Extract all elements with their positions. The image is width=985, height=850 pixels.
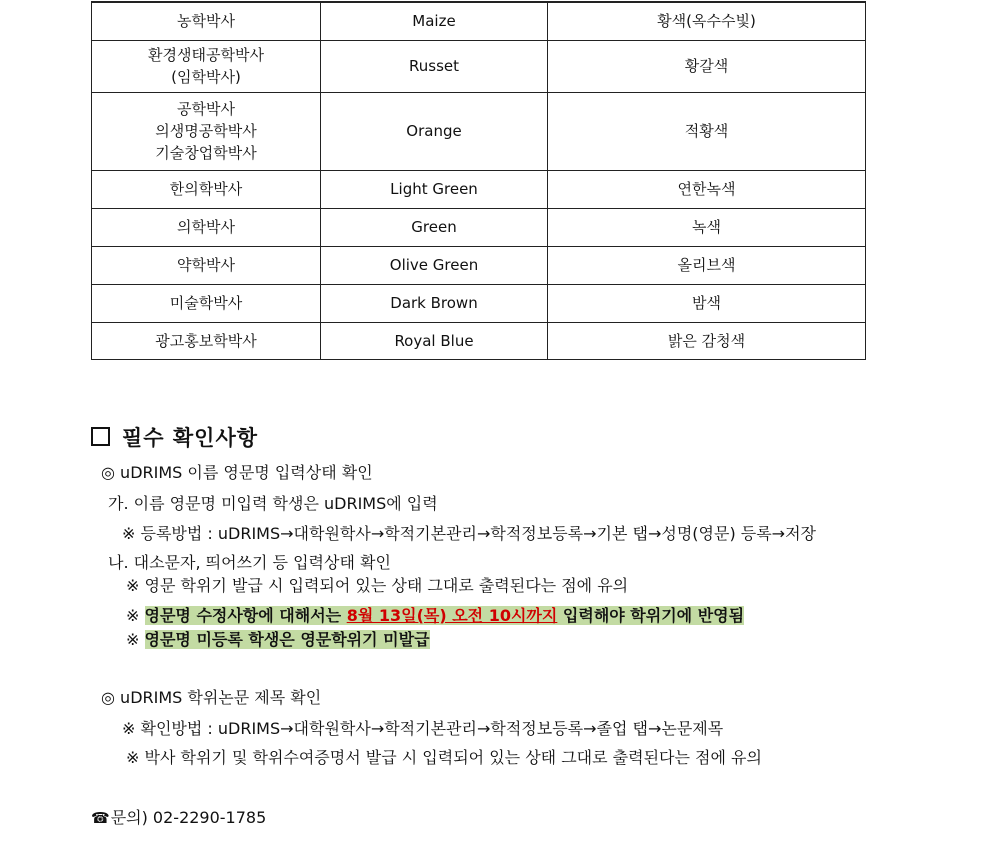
item1-sub-b-note: ※ 영문 학위기 발급 시 입력되어 있는 상태 그대로 출력된다는 점에 유의 bbox=[126, 576, 629, 595]
color-english-cell: Maize bbox=[321, 2, 548, 40]
item1-heading: ◎ uDRIMS 이름 영문명 입력상태 확인 bbox=[101, 463, 373, 482]
color-english-cell: Orange bbox=[321, 92, 548, 170]
color-korean-cell: 올리브색 bbox=[548, 246, 866, 284]
color-english-cell: Russet bbox=[321, 40, 548, 92]
table-row bbox=[92, 2, 866, 40]
item2-note1: ※ 확인방법 : uDRIMS→대학원학사→학적기본관리→학적정보등록→졸업 탭→논문제목 bbox=[122, 719, 724, 738]
degree-name: 광고홍보학박사 bbox=[155, 331, 257, 350]
highlight-note-deadline: ※ 영문명 수정사항에 대해서는 8월 13일(목) 오전 10시까지 입력해야 학위기에 반영됨 bbox=[126, 606, 745, 625]
color-english-cell: Light Green bbox=[321, 170, 548, 208]
degree-cell bbox=[92, 92, 321, 170]
color-english-cell: Royal Blue bbox=[321, 322, 548, 359]
item1-sub-b: 나. 대소문자, 띄어쓰기 등 입력상태 확인 bbox=[108, 553, 391, 572]
degree-cell bbox=[92, 170, 321, 208]
note-mark: ※ bbox=[126, 606, 145, 625]
section-title: 필수 확인사항 bbox=[91, 422, 258, 452]
degree-name: 약학박사 bbox=[177, 256, 235, 274]
contact-phone: 02-2290-1785 bbox=[147, 808, 267, 827]
note-mark: ※ bbox=[126, 630, 145, 649]
degree-name: 농학박사 bbox=[177, 12, 235, 31]
table-row bbox=[92, 284, 866, 322]
degree-name: 의생명공학박사 bbox=[155, 122, 257, 140]
color-korean-cell: 녹색 bbox=[548, 208, 866, 246]
color-korean-cell: 황색(옥수수빛) bbox=[548, 2, 866, 40]
item1-sub-a-note: ※ 등록방법 : uDRIMS→대학원학사→학적기본관리→학적정보등록→기본 탭→성명(영문) 등록→저장 bbox=[122, 524, 816, 543]
degree-name: 기술창업학박사 bbox=[155, 144, 257, 162]
degree-name: (임학박사) bbox=[171, 68, 241, 86]
deadline-text: 8월 13일(목) 오전 10시까지 bbox=[346, 606, 558, 625]
degree-cell bbox=[92, 2, 321, 40]
color-korean-cell: 밝은 감청색 bbox=[548, 322, 866, 359]
checkbox-square-icon bbox=[91, 427, 110, 446]
item2-heading: ◎ uDRIMS 학위논문 제목 확인 bbox=[101, 688, 322, 707]
degree-name: 미술학박사 bbox=[169, 294, 243, 312]
item1-sub-a: 가. 이름 영문명 미입력 학생은 uDRIMS에 입력 bbox=[108, 494, 438, 513]
color-english-cell: Dark Brown bbox=[321, 284, 548, 322]
color-english-cell: Green bbox=[321, 208, 548, 246]
color-korean-cell: 밤색 bbox=[548, 284, 866, 322]
degree-cell bbox=[92, 40, 321, 92]
table-row bbox=[92, 322, 866, 359]
table-row bbox=[92, 92, 866, 170]
degree-name: 환경생태공학박사 bbox=[148, 46, 264, 64]
degree-cell bbox=[92, 246, 321, 284]
degree-cell bbox=[92, 208, 321, 246]
phone-icon: ☎ bbox=[91, 809, 110, 827]
table-row bbox=[92, 40, 866, 92]
contact-label: 문의) bbox=[110, 808, 148, 827]
degree-cell bbox=[92, 322, 321, 359]
degree-name: 의학박사 bbox=[177, 218, 235, 236]
degree-name: 한의학박사 bbox=[169, 180, 243, 198]
contact-line bbox=[91, 805, 266, 828]
item2-note2: ※ 박사 학위기 및 학위수여증명서 발급 시 입력되어 있는 상태 그대로 출력된다는 점에 유의 bbox=[126, 748, 762, 767]
highlight-note-unregistered: ※ 영문명 미등록 학생은 영문학위기 미발급 bbox=[126, 630, 430, 649]
table-row bbox=[92, 208, 866, 246]
color-korean-cell: 황갈색 bbox=[548, 40, 866, 92]
color-korean-cell: 적황색 bbox=[548, 92, 866, 170]
table-row bbox=[92, 246, 866, 284]
degree-name: 공학박사 bbox=[177, 100, 235, 118]
color-english-cell: Olive Green bbox=[321, 246, 548, 284]
degree-cell bbox=[92, 284, 321, 322]
table-row bbox=[92, 170, 866, 208]
degree-color-table bbox=[91, 1, 866, 360]
color-korean-cell: 연한녹색 bbox=[548, 170, 866, 208]
